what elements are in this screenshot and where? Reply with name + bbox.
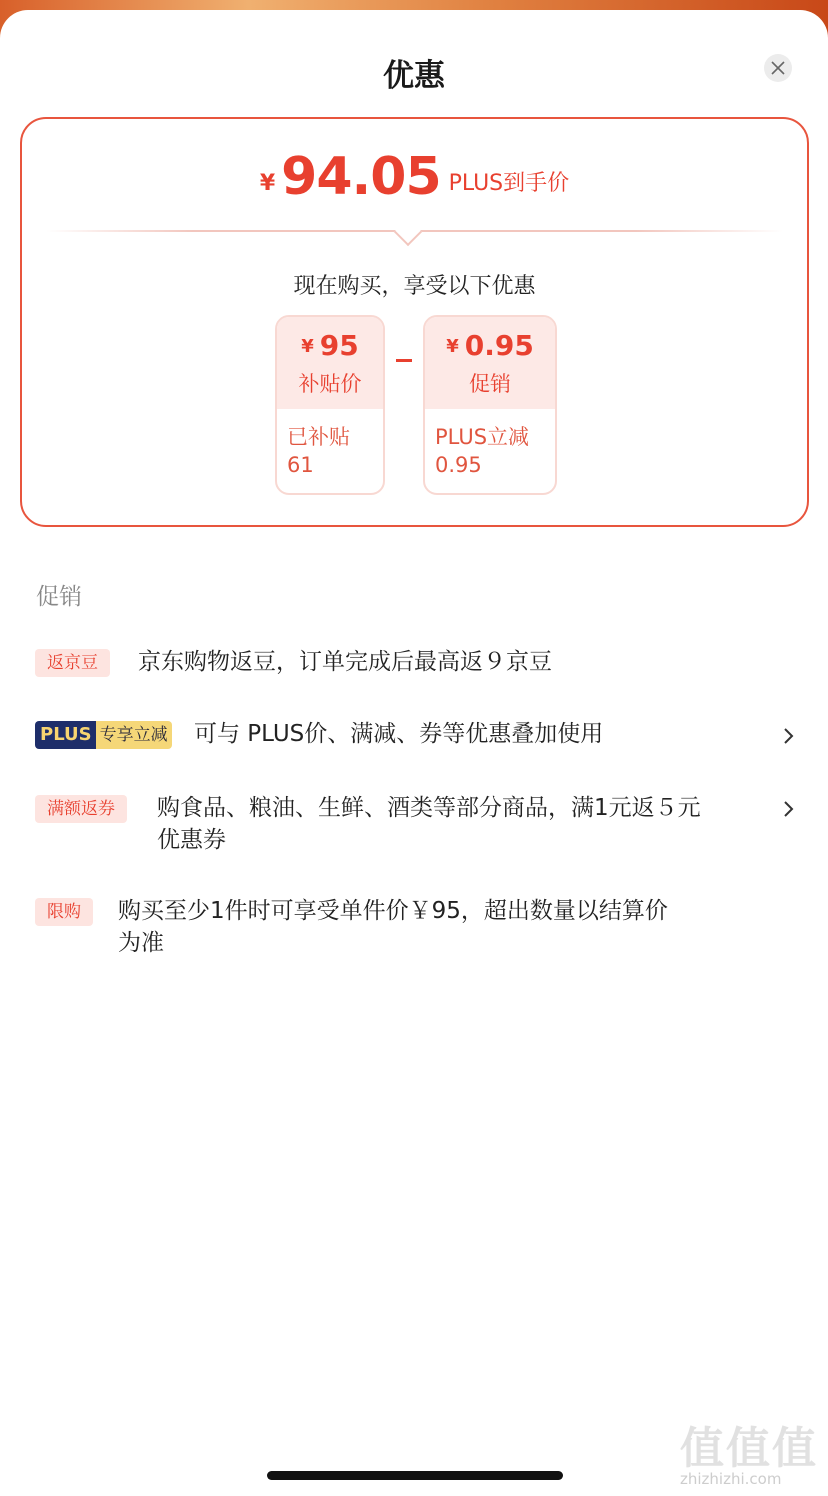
promo-text-line: 为准 bbox=[118, 930, 164, 956]
final-price-tag: PLUS到手价 bbox=[448, 171, 570, 196]
breakdown-detail: PLUS立减 bbox=[435, 425, 530, 449]
currency-symbol: ¥ bbox=[446, 336, 459, 357]
promo-tag-plus bbox=[35, 721, 172, 749]
promo-tag-limit: 限购 bbox=[35, 898, 93, 926]
breakdown-subsidy bbox=[275, 315, 385, 495]
currency-symbol: ¥ bbox=[301, 336, 314, 357]
minus-sign bbox=[396, 359, 412, 362]
breakdown-value: 95 bbox=[319, 329, 359, 362]
breakdown-detail-value: 0.95 bbox=[435, 453, 482, 477]
close-icon bbox=[771, 61, 785, 75]
watermark-site: zhizhizhi.com bbox=[680, 1470, 782, 1488]
breakdown-detail: 已补贴 bbox=[287, 425, 350, 449]
promo-tag-jingdou: 返京豆 bbox=[35, 649, 110, 677]
currency-symbol: ¥ bbox=[259, 171, 276, 196]
watermark-logo: 值值值 bbox=[680, 1423, 818, 1474]
promo-text-coupon[interactable] bbox=[157, 792, 767, 856]
plus-badge-label: 专享立减 bbox=[96, 721, 172, 749]
final-price bbox=[22, 147, 807, 207]
close-button[interactable] bbox=[764, 54, 792, 82]
promo-text-limit bbox=[118, 895, 758, 959]
promo-text-line: 购食品、粮油、生鲜、酒类等部分商品，满1元返５元 bbox=[157, 795, 701, 821]
watermark bbox=[680, 1412, 820, 1488]
divider-notch bbox=[394, 218, 422, 246]
sheet-title: 优惠 bbox=[383, 58, 445, 94]
promotion-sheet bbox=[0, 10, 828, 1496]
chevron-right-icon[interactable] bbox=[781, 799, 795, 819]
breakdown-detail-value: 61 bbox=[287, 453, 314, 477]
promo-tag-coupon: 满额返券 bbox=[35, 795, 127, 823]
enjoy-text: 现在购买，享受以下优惠 bbox=[293, 274, 536, 299]
price-card bbox=[20, 117, 809, 527]
breakdown-label: 补贴价 bbox=[298, 372, 362, 396]
promo-text-plus[interactable]: 可与 PLUS价、满减、券等优惠叠加使用 bbox=[194, 721, 604, 747]
breakdown-promotion bbox=[423, 315, 557, 495]
promo-text-jingdou: 京东购物返豆，订单完成后最高返９京豆 bbox=[138, 649, 552, 675]
promo-text-line: 购买至少1件时可享受单件价￥95，超出数量以结算价 bbox=[118, 898, 668, 924]
chevron-right-icon[interactable] bbox=[781, 726, 795, 746]
breakdown-value: 0.95 bbox=[464, 329, 534, 362]
home-indicator[interactable] bbox=[267, 1471, 563, 1480]
plus-badge: PLUS bbox=[35, 721, 96, 749]
section-label-promotions: 促销 bbox=[36, 584, 82, 610]
promo-text-line: 优惠券 bbox=[157, 827, 226, 853]
breakdown-label: 促销 bbox=[469, 372, 511, 396]
final-amount: 94.05 bbox=[281, 147, 441, 207]
